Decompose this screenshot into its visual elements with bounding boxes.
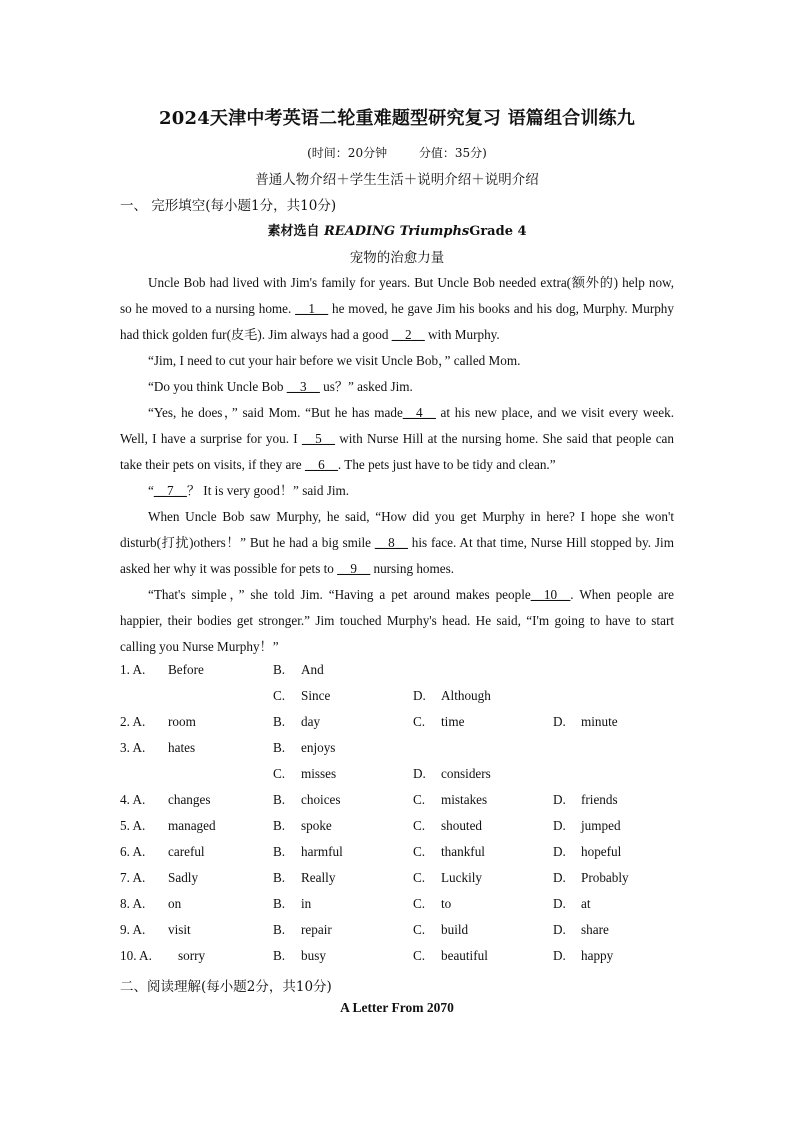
paragraph-2: “Jim, I need to cut your hair before we visit Uncle Bob，” called Mom. — [148, 353, 521, 368]
passage-title: 宠物的治愈力量 — [349, 250, 445, 266]
option-c: to — [441, 896, 452, 911]
text: “Yes, he does，” said Mom. “But he has made — [148, 405, 403, 420]
text: nursing homes. — [370, 561, 455, 576]
option-d: minute — [581, 714, 618, 729]
blank-4: __4__ — [402, 405, 436, 420]
blank-6: __6__ — [304, 457, 338, 472]
blank-7: __7__ — [153, 483, 187, 498]
source-suffix: Grade 4 — [469, 224, 527, 239]
option-c-letter: C. — [413, 948, 426, 963]
option-b-letter: B. — [273, 922, 286, 937]
question-number: 5. A. — [120, 818, 146, 833]
option-a: visit — [168, 922, 191, 937]
text: Uncle Bob had lived with Jim's family for years. But Uncle Bob needed extra(额外的) help now, so he moved to a nursing home. — [120, 275, 674, 316]
blank-3: __3__ — [286, 379, 320, 394]
blank-1: __1__ — [295, 301, 329, 316]
option-a: hates — [168, 740, 196, 755]
option-row-3-cont — [120, 762, 720, 788]
option-b: choices — [301, 792, 341, 807]
section2-heading: 二、阅读理解(每小题2分，共10分) — [120, 979, 332, 995]
question-number: 6. A. — [120, 844, 146, 859]
option-d: hopeful — [581, 844, 622, 859]
option-a: managed — [168, 818, 216, 833]
option-b-letter: B. — [273, 818, 286, 833]
option-row-7 — [120, 866, 720, 892]
text: “That's simple，” she told Jim. “Having a pet around makes people — [148, 587, 531, 602]
option-d-letter: D. — [553, 948, 566, 963]
option-d-letter: D. — [413, 688, 426, 703]
text: . The pets just have to be tidy and clean.” — [337, 457, 556, 472]
option-b-letter: B. — [273, 870, 286, 885]
blank-2: __2__ — [391, 327, 425, 342]
text: with Murphy. — [424, 327, 500, 342]
option-c: Since — [301, 688, 331, 703]
option-b-letter: B. — [273, 714, 286, 729]
option-c: Luckily — [441, 870, 483, 885]
option-a: sorry — [178, 948, 206, 963]
text: his face. At that time, Nurse Hill stopped by. Jim asked her why it was possible for pets to — [120, 535, 674, 576]
question-number: 7. A. — [120, 870, 146, 885]
text: “Do you think Uncle Bob — [148, 379, 287, 394]
option-c: mistakes — [441, 792, 488, 807]
text: . When people are happier, their bodies get stronger.” Jim touched Murphy's head. He said, “I'm going to have to start calling you Nurse Murphy！” — [120, 587, 675, 654]
cloze-passage — [120, 270, 674, 660]
source-book: READING Triumphs — [323, 224, 470, 239]
question-number: 3. A. — [120, 740, 146, 755]
option-row-1-cont — [120, 684, 720, 710]
paragraph-6 — [120, 504, 674, 582]
paragraph-4 — [120, 400, 674, 478]
page-title: 2024天津中考英语二轮重难题型研究复习 语篇组合训练九 — [159, 108, 635, 129]
score-total: 分值：35分) — [418, 146, 487, 160]
exam-info — [0, 144, 794, 161]
blank-10: __10__ — [530, 587, 571, 602]
option-d-letter: D. — [413, 766, 426, 781]
option-b-letter: B. — [273, 948, 286, 963]
option-b: Really — [301, 870, 336, 885]
option-b-letter: B. — [273, 844, 286, 859]
option-row-8 — [120, 892, 720, 918]
option-d: considers — [441, 766, 491, 781]
blank-9: __9__ — [337, 561, 371, 576]
question-number: 8. A. — [120, 896, 146, 911]
option-c-letter: C. — [413, 844, 426, 859]
paragraph-3 — [120, 374, 674, 400]
text: “ — [148, 483, 154, 498]
option-row-1 — [120, 658, 720, 684]
option-a: room — [168, 714, 196, 729]
question-number: 9. A. — [120, 922, 146, 937]
blank-8: __8__ — [374, 535, 408, 550]
option-c-letter: C. — [413, 818, 426, 833]
option-d: happy — [581, 948, 614, 963]
option-c: thankful — [441, 844, 485, 859]
option-d: Although — [441, 688, 491, 703]
text: at his new place, and we visit every week. Well, I have a surprise for you. I — [120, 405, 674, 446]
time-limit: (时间：20分钟 — [307, 146, 388, 160]
option-d-letter: D. — [553, 818, 566, 833]
text: he moved, he gave Jim his books and his dog, Murphy. Murphy had thick golden fur(皮毛). Jim always had a good — [120, 301, 674, 342]
option-c: shouted — [441, 818, 483, 833]
option-c-letter: C. — [413, 922, 426, 937]
answer-options — [120, 658, 720, 970]
option-d-letter: D. — [553, 922, 566, 937]
option-d-letter: D. — [553, 870, 566, 885]
option-b: harmful — [301, 844, 343, 859]
option-d-letter: D. — [553, 792, 566, 807]
option-b-letter: B. — [273, 740, 286, 755]
option-d-letter: D. — [553, 844, 566, 859]
option-row-4 — [120, 788, 720, 814]
option-d: friends — [581, 792, 618, 807]
option-b: busy — [301, 948, 326, 963]
option-d: share — [581, 922, 609, 937]
source-line — [0, 220, 794, 239]
option-row-9 — [120, 918, 720, 944]
section1-heading: 一、 完形填空(每小题1分，共10分) — [120, 198, 337, 214]
blank-5: __5__ — [301, 431, 335, 446]
option-a: Sadly — [168, 870, 199, 885]
source-prefix: 素材选自 — [267, 224, 320, 239]
option-c: build — [441, 922, 469, 937]
option-b: repair — [301, 922, 332, 937]
option-c-letter: C. — [413, 792, 426, 807]
text: ？ It is very good！” said Jim. — [186, 483, 350, 498]
option-b: in — [301, 896, 312, 911]
option-d: at — [581, 896, 591, 911]
topic-list: 普通人物介绍＋学生生活＋说明介绍＋说明介绍 — [255, 172, 539, 188]
option-row-6 — [120, 840, 720, 866]
option-a: Before — [168, 662, 204, 677]
text: When Uncle Bob saw Murphy, he said, “How did you get Murphy in here? I hope she won't disturb(打扰)others！” But he had a big smile — [120, 509, 674, 550]
option-b: spoke — [301, 818, 332, 833]
option-d-letter: D. — [553, 896, 566, 911]
option-c-letter: C. — [413, 870, 426, 885]
question-number: 2. A. — [120, 714, 146, 729]
question-number: 4. A. — [120, 792, 146, 807]
text: us？” asked Jim. — [319, 379, 413, 394]
option-c-letter: C. — [413, 896, 426, 911]
option-c-letter: C. — [273, 766, 286, 781]
option-a: careful — [168, 844, 205, 859]
option-b-letter: B. — [273, 792, 286, 807]
option-d: Probably — [581, 870, 629, 885]
option-a: changes — [168, 792, 211, 807]
option-c: misses — [301, 766, 337, 781]
option-row-2 — [120, 710, 720, 736]
option-c: beautiful — [441, 948, 488, 963]
option-b-letter: B. — [273, 896, 286, 911]
option-b-letter: B. — [273, 662, 286, 677]
option-b: enjoys — [301, 740, 336, 755]
option-row-3 — [120, 736, 720, 762]
paragraph-5 — [120, 478, 674, 504]
option-b: And — [301, 662, 324, 677]
option-d-letter: D. — [553, 714, 566, 729]
question-number: 10. A. — [120, 948, 152, 963]
option-a: on — [168, 896, 182, 911]
article-title: A Letter From 2070 — [340, 1000, 454, 1015]
option-c-letter: C. — [273, 688, 286, 703]
option-row-10 — [120, 944, 720, 970]
text: with Nurse Hill at the nursing home. She said that people can take their pets on visits, if they are — [120, 431, 674, 472]
question-number: 1. A. — [120, 662, 146, 677]
option-c: time — [441, 714, 465, 729]
option-b: day — [301, 714, 321, 729]
paragraph-7 — [120, 582, 674, 660]
paragraph-1 — [120, 270, 674, 348]
option-row-5 — [120, 814, 720, 840]
option-c-letter: C. — [413, 714, 426, 729]
option-d: jumped — [581, 818, 621, 833]
